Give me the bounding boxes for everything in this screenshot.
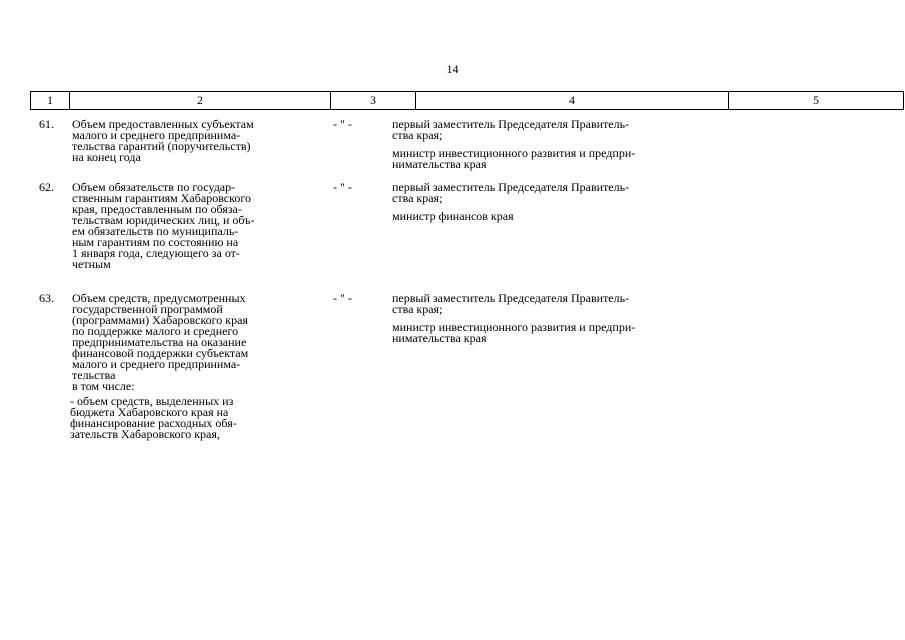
description-line: Объем обязательств по государ- [72,180,236,194]
responsible-line: первый заместитель Председателя Правитель- [392,180,630,194]
responsible-line: министр инвестиционного развития и предпри- [392,320,636,334]
description-line: четным [72,257,111,271]
responsible-line: первый заместитель Председателя Правитель- [392,291,630,305]
responsible-officials [392,119,692,170]
description-line: малого и среднего предпринима- [72,357,241,371]
responsible-line: министр инвестиционного развития и предпри- [392,146,636,160]
description-line: на конец года [72,150,141,164]
description-line: тельства [72,368,116,382]
responsible-line: первый заместитель Председателя Правитель- [392,117,630,131]
description-line: по поддержке малого и среднего [72,324,239,338]
description-line: (программами) Хабаровского края [72,313,248,327]
responsible-line: ства края; [392,302,443,316]
description-line: Объем средств, предусмотренных [72,291,246,305]
page-number: 14 [446,62,459,76]
description-line: финансовой поддержки субъектам [72,346,249,360]
sub-item-line: - объем средств, выделенных из [70,394,234,408]
description-line: малого и среднего предпринима- [72,128,241,142]
responsible-line: министр финансов края [392,209,514,223]
column-number-header [30,91,904,110]
ditto-mark: - " - [333,180,352,194]
ditto-mark: - " - [333,117,352,131]
ditto-mark: - " - [333,291,352,305]
row-number: 63. [39,291,54,305]
header-cell-1: 1 [31,92,70,110]
header-row [31,92,904,110]
description-line: Объем предоставленных субъектам [72,117,254,131]
description-line: тельства гарантий (поручительств) [72,139,251,153]
description-line: края, предоставленным по обяза- [72,202,242,216]
description-line: 1 января года, следующего за от- [72,246,240,260]
header-cell-4: 4 [416,92,729,110]
header-cell-5: 5 [729,92,904,110]
header-cell-3: 3 [331,92,416,110]
indicator-description [72,119,306,163]
sub-label: в том числе: [72,379,135,393]
row-number: 62. [39,180,54,194]
description-line: ем обязательств по муниципаль- [72,224,239,238]
responsible-officials [392,293,692,344]
sub-item [70,396,306,440]
header-cell-2: 2 [70,92,331,110]
indicator-description [72,293,306,440]
description-line: ственным гарантиям Хабаровского [72,191,251,205]
description-line: тельствам юридических лиц, и объ- [72,213,255,227]
responsible-officials [392,182,692,222]
sub-item-line: зательств Хабаровского края, [70,427,220,441]
responsible-line: нимательства края [392,157,487,171]
indicator-description [72,182,306,270]
description-line: государственной программой [72,302,223,316]
row-number: 61. [39,117,54,131]
responsible-line: ства края; [392,191,443,205]
sub-item-line: финансирование расходных обя- [70,416,237,430]
description-line: предпринимательства на оказание [72,335,247,349]
sub-item-line: бюджета Хабаровского края на [70,405,229,419]
responsible-line: ства края; [392,128,443,142]
description-line: ным гарантиям по состоянию на [72,235,239,249]
responsible-line: нимательства края [392,331,487,345]
